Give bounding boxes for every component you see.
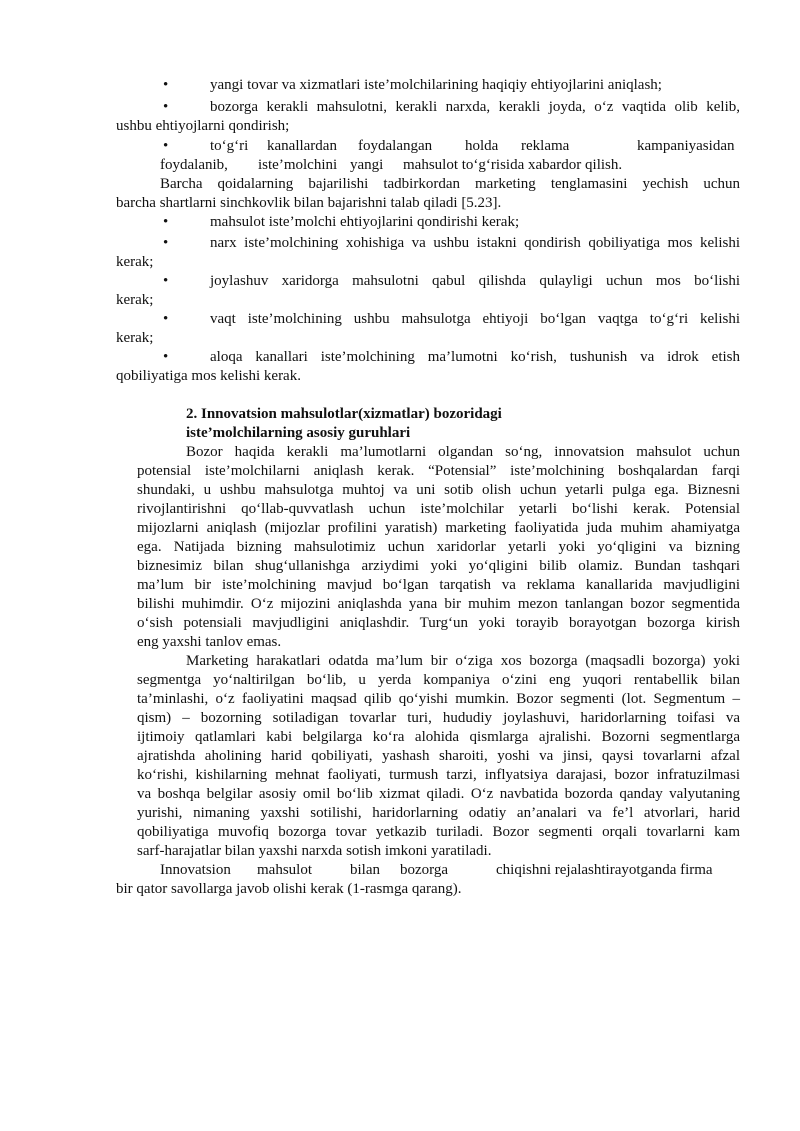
paragraph-line: ijtimoiy qatlamlari kabi belgilarga ko‘ra alohida qismlarga ajralishi. Bozorni segmentlarga [137,729,740,745]
paragraph-line: ma’lum bir iste’molchining mavjud bo‘lgan tarqatish va reklama kanallarida mavjudligini [137,577,740,593]
list-item-continuation: qobiliyatiga mos kelishi kerak. [116,368,301,384]
bullet: • [163,138,169,154]
section-heading: iste’molchilarning asosiy guruhlari [186,425,411,441]
paragraph-line: shundaki, u ushbu mahsulotga muhtoj va uni sotib olish uchun yetarli pulga ega. Biznesni [137,482,740,498]
word: bilan [350,862,380,878]
paragraph-line: segmentga yo‘naltirilgan bo‘lib, u yerda kompaniya o‘zini eng yuqori rentabellik bilan [137,672,740,688]
word: holda [465,138,499,154]
bullet: • [163,235,169,251]
paragraph-line: Bozor haqida kerakli ma’lumotlarni olgandan so‘ng, innovatsion mahsulot uchun [186,444,740,460]
word: foydalangan [358,138,433,154]
word: reklama [521,138,570,154]
list-item-continuation: kerak; [116,292,154,308]
list-item-text: aloqa kanallari iste’molchining ma’lumotni ko‘rish, tushunish va idrok etish [210,349,740,365]
word: bozorga [400,862,449,878]
list-item-text: mahsulot iste’molchi ehtiyojlarini qondirishi kerak; [210,214,520,230]
paragraph-line: Barcha qoidalarning bajarilishi tadbirkordan marketing tenglamasini yechish uchun [160,176,740,192]
paragraph-line: ajratishda aholining harid qobiliyati, yashash sharoiti, yoshi va jinsi, qaysi tovarlarni afzal [137,748,740,764]
word: Innovatsion [160,862,231,878]
bullet: • [163,77,169,93]
list-item-text: vaqt iste’molchining ushbu mahsulotga ehtiyoji bo‘lgan vaqtga to‘g‘ri kelishi [210,311,740,327]
paragraph-line: potensial iste’molchilarni aniqlash kerak. “Potensial” iste’molchining boshqalardan farqi [137,463,740,479]
list-item-text: narx iste’molchining xohishiga va ushbu istakni qondirish qobiliyatiga mos kelishi [210,235,740,251]
paragraph-line: mijozlarni aniqlash (mijozlar profilini yaratish) marketing faoliyatida juda muhim ahamiyatga [137,520,740,536]
paragraph-line: ko‘rishi, kishilarning mehnat faoliyati, turmush tarzi, inflyatsiya darajasi, bozor infratuzilmasi [137,767,740,783]
paragraph-line: ta’minlashi, o‘z faoliyatini maqsad qilib qo‘yishi mumkin. Bozor segmenti (lot. Segmentum – [137,691,740,707]
word: kampaniyasidan [637,138,735,154]
word: mahsulot [257,862,312,878]
paragraph-line: sarf-harajatlar bilan yaxshi narxda sotish imkoni yaratiladi. [137,843,492,859]
list-item-text: joylashuv xaridorga mahsulotni qabul qilishda qulayligi uchun mos bo‘lishi [210,273,740,289]
paragraph-line: qobiliyatiga muvofiq bozorga tovar yetkazib turiladi. Bozor segmenti orqali tovarlarni kam [137,824,740,840]
word: foydalanib, [160,157,228,173]
bullet: • [163,214,169,230]
paragraph-line: o‘sish potensiali mavjudligini aniqlashdir. Turg‘un yoki torayib borayotgan bozorga kirish [137,615,740,631]
bullet: • [163,273,169,289]
list-item-text: bozorga kerakli mahsulotni, kerakli narxda, kerakli joyda, o‘z vaqtida olib kelib, [210,99,740,115]
paragraph-line: qism) – bozorning sotiladigan tovarlar turi, hududiy joylashuvi, haridorlarning toifasi va [137,710,740,726]
paragraph-line: barcha shartlarni sinchkovlik bilan bajarishni talab qiladi [5.23]. [116,195,502,211]
list-item-continuation: kerak; [116,254,154,270]
list-item-text: yangi tovar va xizmatlari iste’molchilarining haqiqiy ehtiyojlarini aniqlash; [210,77,662,93]
paragraph-line: bilishi muhimdir. O‘z mijozini aniqlashda yana bir muhim mezon tanlangan bozor segmentida [137,596,740,612]
word: iste’molchini [258,157,338,173]
word: to‘g‘ri [210,138,249,154]
word: chiqishni rejalashtirayotganda firma [496,862,713,878]
bullet: • [163,349,169,365]
paragraph-line: rivojlantirishni qo‘llab-quvvatlash uchun iste’molchilar yetarli bo‘lishi kerak. Potensial [137,501,740,517]
section-heading: 2. Innovatsion mahsulotlar(xizmatlar) bozoridagi [186,406,502,422]
paragraph-line: bir qator savollarga javob olishi kerak (1-rasmga qarang). [116,881,462,897]
paragraph-line: Marketing harakatlari odatda ma’lum bir o‘ziga xos bozorga (maqsadli bozorga) yoki [186,653,740,669]
paragraph-line: biznesimiz bilan shug‘ullanishga arziydimi yoki yo‘qligini bilib olamiz. Bundan tashqari [137,558,740,574]
paragraph-line: ega. Natijada bizning mahsulotimiz uchun xaridorlar yetarli yoki yo‘qligini va bizning [137,539,740,555]
word: kanallardan [267,138,337,154]
bullet: • [163,99,169,115]
bullet: • [163,311,169,327]
paragraph-line: yurishi, nimaning yaxshi sotilishi, haridorlarning odatiy an’analari va fe’l atvorlari, harid [137,805,740,821]
word: yangi [350,157,384,173]
word: mahsulot to‘g‘risida xabardor qilish. [403,157,623,173]
list-item-continuation: ushbu ehtiyojlarni qondirish; [116,118,290,134]
list-item-continuation: kerak; [116,330,154,346]
paragraph-line: va boshqa belgilar asosiy omil bo‘lib xizmat qiladi. O‘z navbatida bozorda qanday valyutaning [137,786,740,802]
paragraph-line: eng yaxshi tanlov emas. [137,634,282,650]
